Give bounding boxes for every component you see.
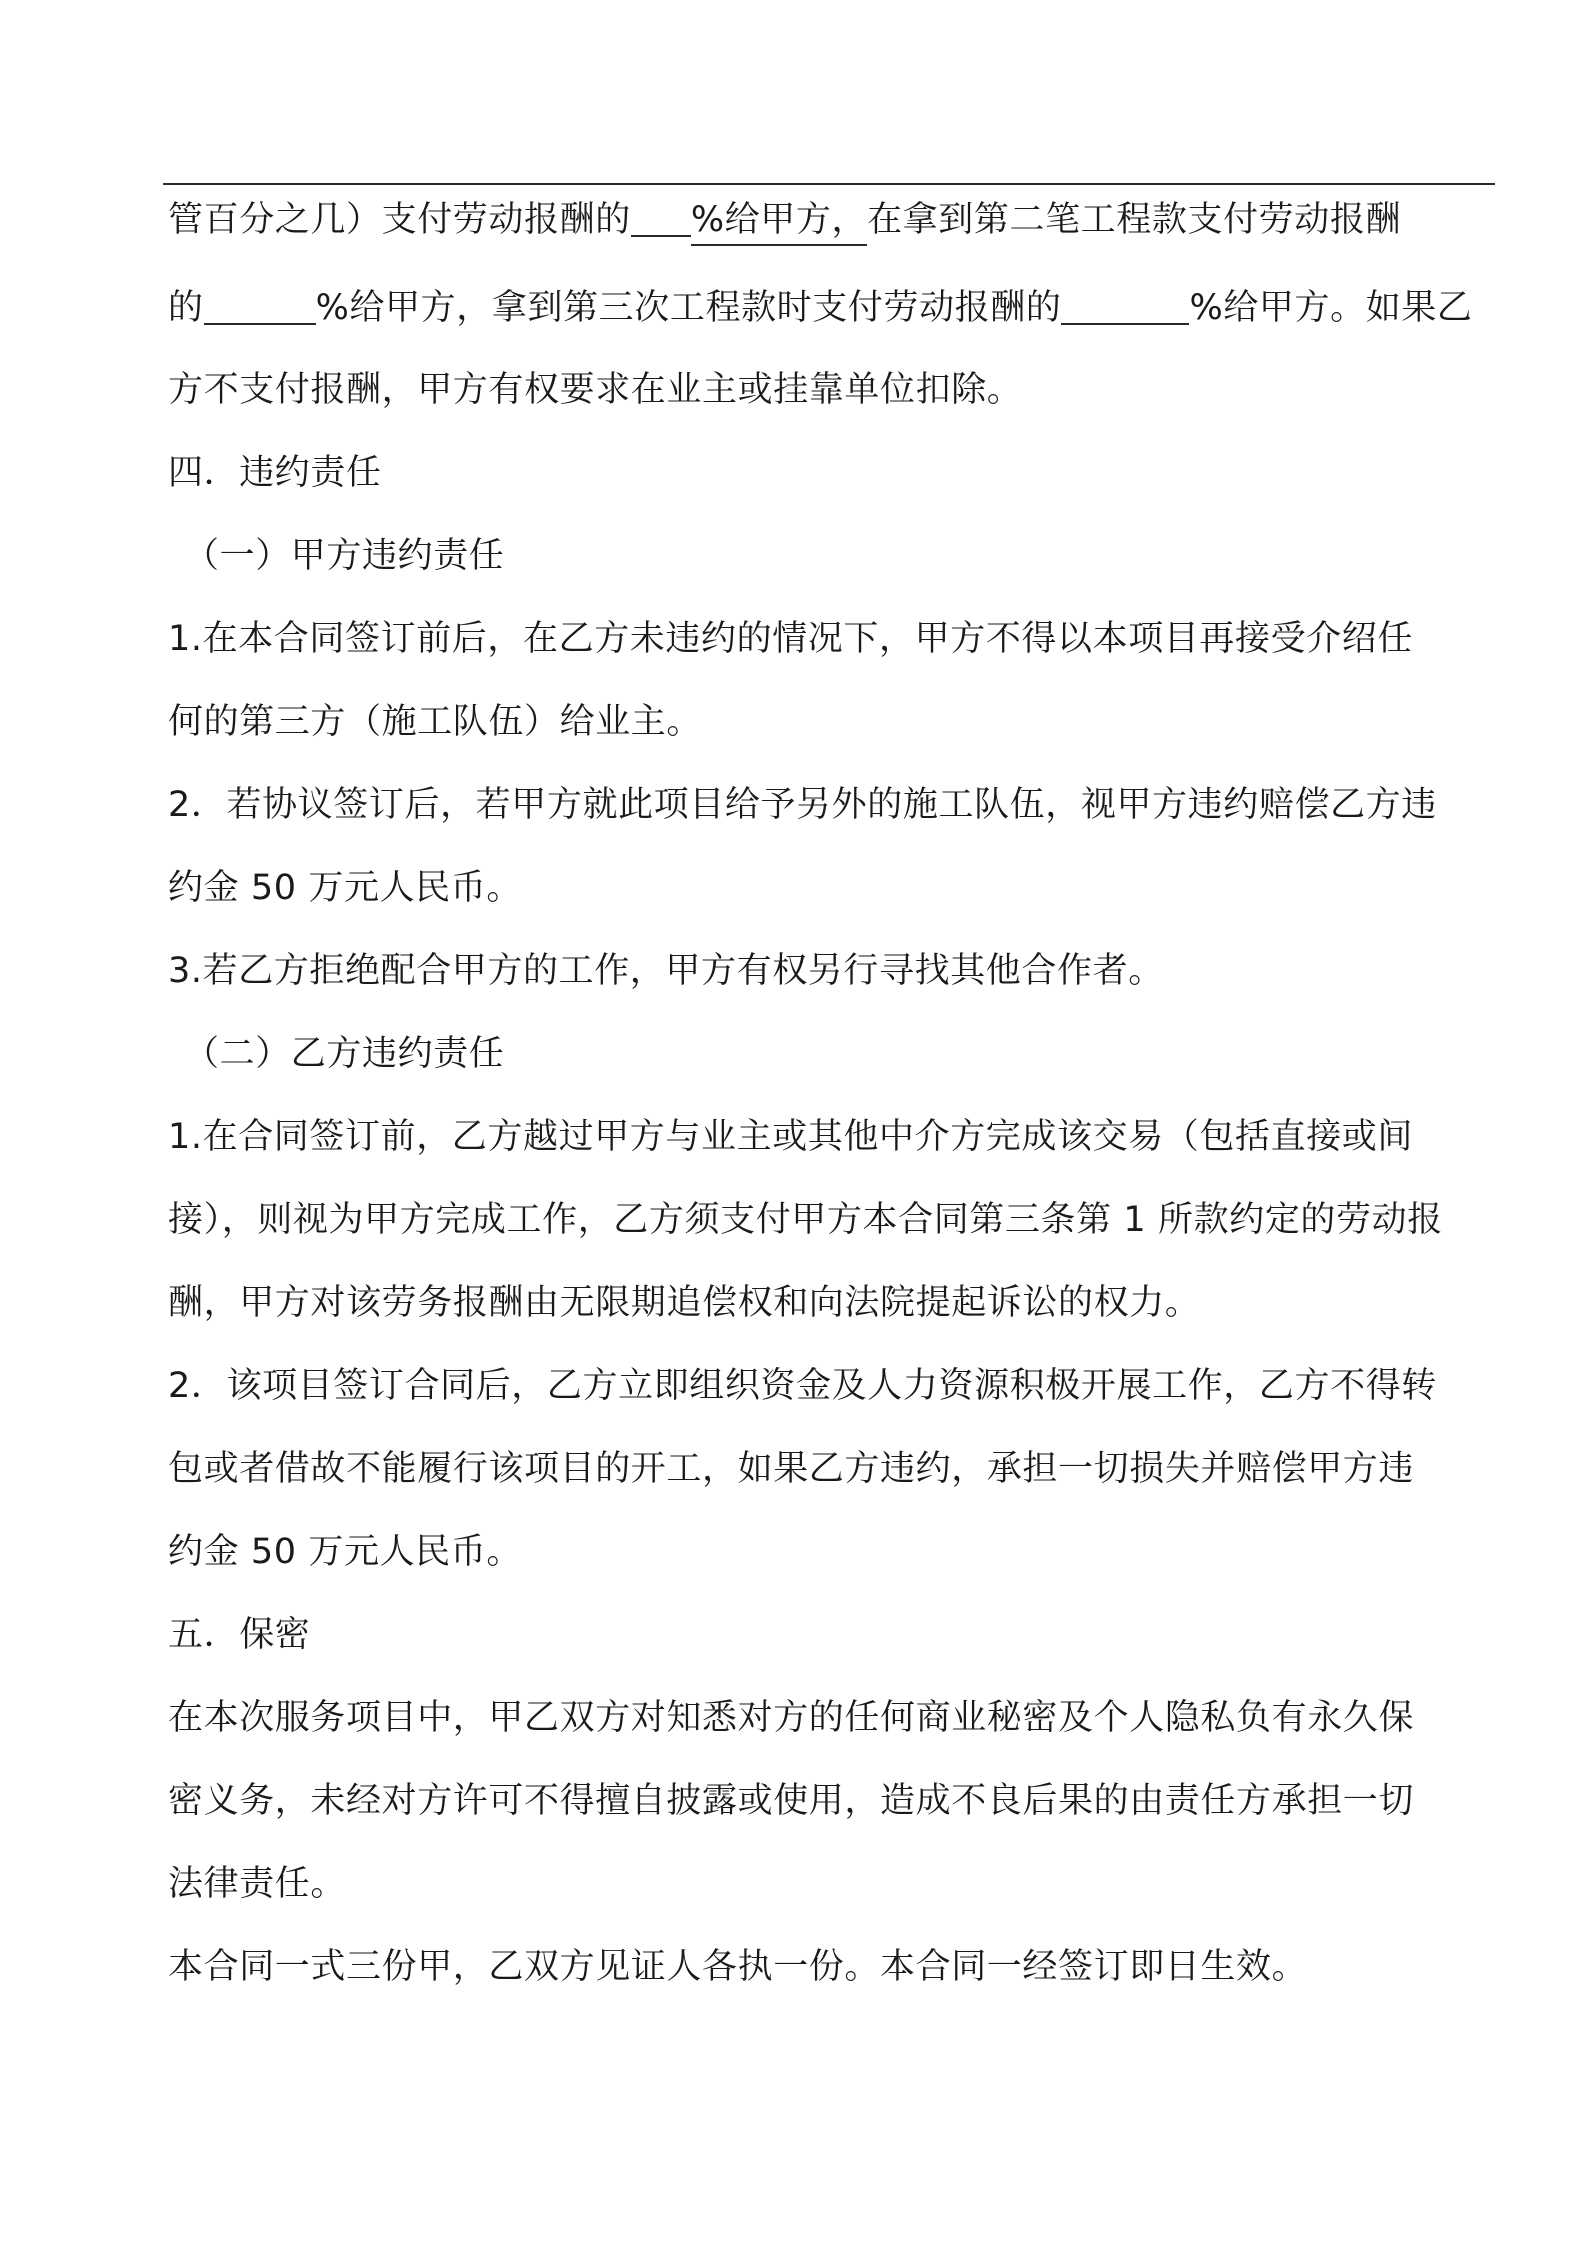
text-line-2	[168, 282, 1498, 334]
text-line-22: 本合同一式三份甲，乙双方见证人各执一份。本合同一经签订即日生效。	[168, 1947, 1308, 1987]
text-line-10: 3.若乙方拒绝配合甲方的工作，甲方有权另行寻找其他合作者。	[168, 951, 1164, 991]
text-line-9: 约金 50 万元人民币。	[168, 868, 522, 908]
text-line-8: 2．若协议签订后，若甲方就此项目给予另外的施工队伍，视甲方违约赔偿乙方违	[168, 785, 1437, 825]
text-line-21: 法律责任。	[168, 1864, 347, 1904]
fill-blank	[204, 283, 316, 325]
text-line-7: 何的第三方（施工队伍）给业主。	[168, 702, 703, 742]
text-line-14: 酬，甲方对该劳务报酬由无限期追偿权和向法院提起诉讼的权力。	[168, 1283, 1201, 1323]
text-line-16: 包或者借故不能履行该项目的开工，如果乙方违约，承担一切损失并赔偿甲方违	[168, 1449, 1415, 1489]
text-line-12: 1.在合同签订前，乙方越过甲方与业主或其他中介方完成该交易（包括直接或间	[168, 1117, 1413, 1157]
section-heading-4: 四．违约责任	[168, 453, 382, 493]
text-run: %给甲方，拿到第三次工程款时支付劳动报酬的	[315, 288, 1062, 328]
subsection-heading-party-b: （二）乙方违约责任	[184, 1034, 505, 1074]
subsection-heading-party-a: （一）甲方违约责任	[184, 536, 505, 576]
text-line-20: 密义务，未经对方许可不得擅自披露或使用，造成不良后果的由责任方承担一切	[168, 1781, 1415, 1821]
text-line-19: 在本次服务项目中，甲乙双方对知悉对方的任何商业秘密及个人隐私负有永久保	[168, 1698, 1415, 1738]
text-line-17: 约金 50 万元人民币。	[168, 1532, 522, 1572]
fill-blank	[1061, 283, 1189, 325]
section-heading-5: 五．保密	[168, 1615, 311, 1655]
fill-blank	[631, 195, 691, 237]
text-line-13: 接），则视为甲方完成工作，乙方须支付甲方本合同第三条第 1 所款约定的劳动报	[168, 1200, 1443, 1240]
text-line-1	[168, 194, 1498, 246]
text-line-3: 方不支付报酬，甲方有权要求在业主或挂靠单位扣除。	[168, 370, 1023, 410]
text-run: %给甲方。如果乙	[1189, 288, 1473, 328]
text-line-15: 2．该项目签订合同后，乙方立即组织资金及人力资源积极开展工作，乙方不得转	[168, 1366, 1437, 1406]
top-rule	[163, 183, 1495, 185]
underlined-text: %给甲方，	[691, 200, 867, 246]
text-line-6: 1.在本合同签订前后，在乙方未违约的情况下，甲方不得以本项目再接受介绍任	[168, 619, 1413, 659]
text-run: 管百分之几）支付劳动报酬的	[168, 200, 631, 240]
text-run: 在拿到第二笔工程款支付劳动报酬	[867, 200, 1402, 240]
text-run: 的	[168, 288, 204, 328]
